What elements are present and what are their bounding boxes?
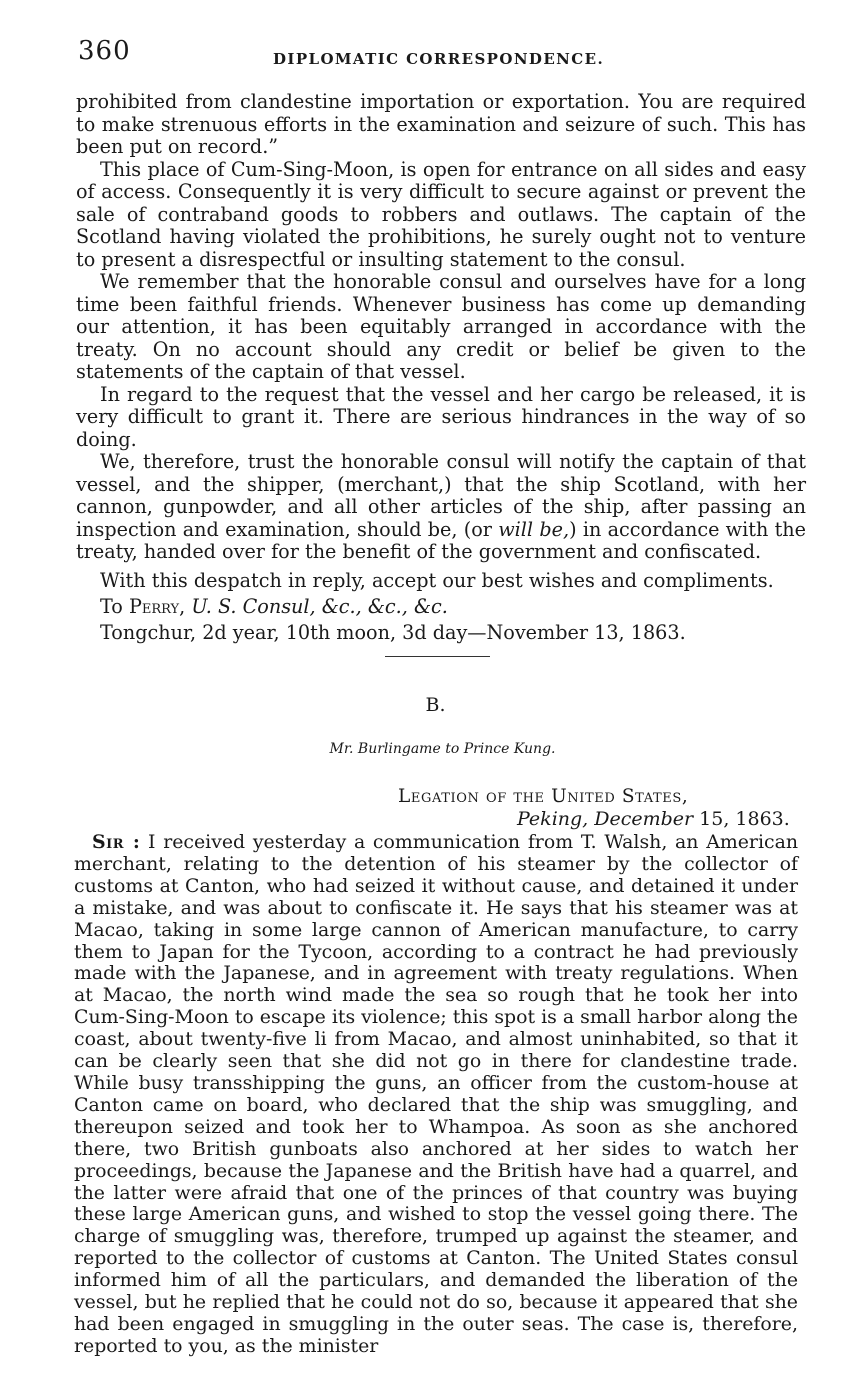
salutation: Sir : <box>92 831 141 853</box>
paragraph-text: We, therefore, trust the honorable consul will notify the captain of that vessel, and the shipper, (merchant,) that the ship Scotland, with her cannon, gunpowder, and all other articles of the ship, after passing an inspection and examination, should be, (or <box>76 450 806 541</box>
addressee-line <box>76 594 806 620</box>
paragraph: We remember that the honorable consul and ourselves have for a long time been faithful friends. Whenever business has come up demanding our attention, it has been equitably arranged in accordance with the treaty. On no account should any credit or belief be given to the statements of the captain of that vessel. <box>76 270 806 383</box>
page-number: 360 <box>78 36 131 66</box>
italic-phrase: will be, <box>498 517 570 541</box>
letter-date <box>517 808 790 830</box>
page-header <box>78 36 808 76</box>
addressee-prefix: To <box>100 594 129 618</box>
addressee-title: U. S. Consul, &c., &c., &c. <box>185 594 448 618</box>
letter-date-number: 15, 1863. <box>693 808 790 830</box>
dateline: Tongchur, 2d year, 10th moon, 3d day—November 13, 1863. <box>100 620 686 644</box>
paragraph: prohibited from clandestine importation or exportation. You are required to make strenuous efforts in the examination and seizure of such. This has been put on record.” <box>76 90 806 158</box>
letter-body <box>74 832 798 1358</box>
running-head: DIPLOMATIC CORRESPONDENCE. <box>273 50 605 68</box>
closing-compliments: With this despatch in reply, accept our best wishes and compliments. <box>100 568 774 592</box>
section-divider <box>385 656 490 657</box>
letter-heading: Legation of the United States, <box>398 786 689 807</box>
section-letter: B. <box>425 694 446 716</box>
continued-despatch-text <box>76 91 806 646</box>
paragraph-text-tail: ) in accordance with the treaty, handed over for the benefit of the government and confiscated. <box>76 517 807 563</box>
closing-block <box>76 568 806 646</box>
paragraph <box>76 451 806 564</box>
letter-paragraph <box>74 832 798 1358</box>
letter-text: I received yesterday a communication from T. Walsh, an American merchant, relating to the detention of his steamer by the collector of customs at Canton, who had seized it without cause, and detained it under a mistake, and was about to confiscate it. He says that his steamer was at Macao, taking in some large cannon of American manufacture, to carry them to Japan for the Tycoon, according to a contract he had previously made with the Japanese, and in agreement with treaty regulations. When at Macao, the north wind made the sea so rough that he took her into Cum-Sing-Moon to escape its violence; this spot is a small harbor along the coast, about twenty-five li from Macao, and almost uninhabited, so that it can be clearly seen that she did not go in there for clandestine trade. While busy transshipping the guns, an officer from the custom-house at Canton came on board, who declared that the ship was smuggling, and thereupon seized and took her to Whampoa. As soon as she anchored there, two British gunboats also anchored at her sides to watch her proceedings, because the Japanese and the British have had a quarrel, and the latter were afraid that one of the princes of that country was buying these large American guns, and wished to stop the vessel going there. The charge of smuggling was, therefore, trumped up against the steamer, and reported to the collector of customs at Canton. The United States consul informed him of all the particulars, and demanded the liberation of the vessel, but he replied that he could not do so, because it appeared that she had been engaged in smuggling in the outer seas. The case is, therefore, reported to you, as the minister <box>74 831 799 1357</box>
letter-date-place: Peking, December <box>517 808 694 830</box>
letter-title: Mr. Burlingame to Prince Kung. <box>329 741 556 757</box>
addressee-name: Perry, <box>128 594 186 618</box>
paragraph: In regard to the request that the vessel and her cargo be released, it is very difficult to grant it. There are serious hindrances in the way of so doing. <box>76 382 806 451</box>
paragraph: This place of Cum-Sing-Moon, is open for entrance on all sides and easy of access. Consequently it is very difficult to secure against or prevent the sale of contraband goods to robbers and outlaws. The captain of the Scotland having violated the prohibitions, he surely ought not to venture to present a disrespectful or insulting statement to the consul. <box>76 157 806 271</box>
